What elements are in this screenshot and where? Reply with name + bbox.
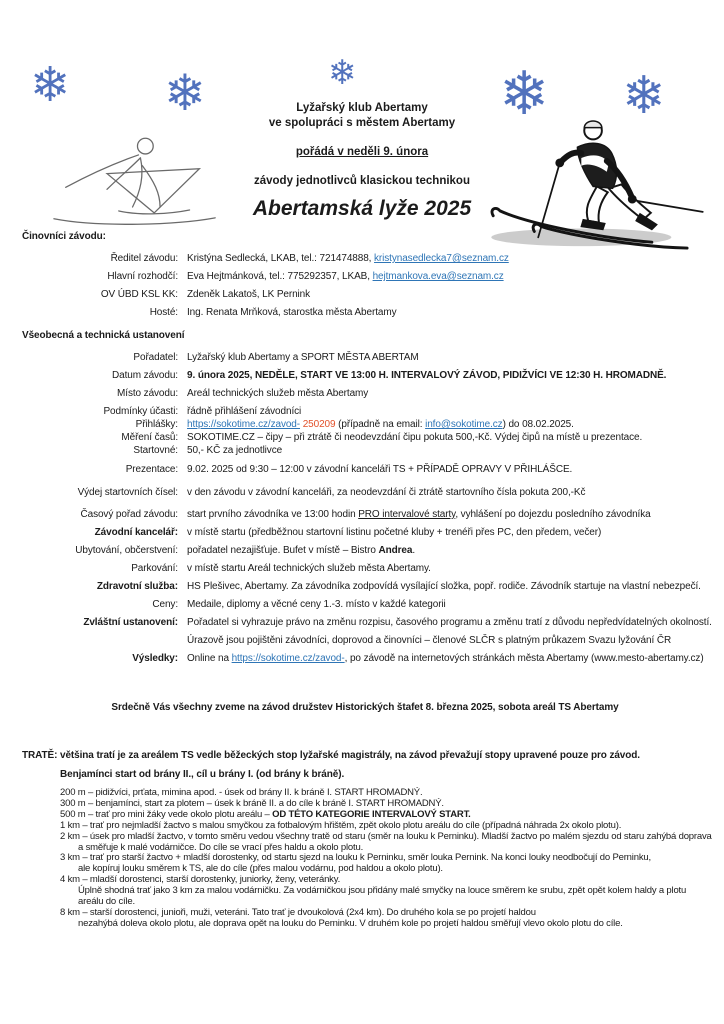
row-value xyxy=(187,419,708,430)
info-row xyxy=(22,307,708,318)
row-label: Přihlášky: xyxy=(135,419,178,430)
snowflake-icon: ❄ xyxy=(622,67,666,125)
row-value: řádně přihlášení závodníci xyxy=(187,406,302,417)
registration-url-link[interactable]: https://sokotime.cz/zavod- xyxy=(187,419,301,430)
row-value xyxy=(187,253,708,264)
info-row xyxy=(22,289,708,300)
row-label: Měření časů: xyxy=(121,432,178,443)
track-list xyxy=(22,787,712,930)
track-item-3km: 3 km – trať pro starší žactvo + mladší dorostenky, od startu sjezd na louku k Perninku, směr louka Pernink. Na konci louky neodbočují do Perninku, xyxy=(60,852,651,864)
skier-line-art-illustration xyxy=(50,122,222,236)
row-value xyxy=(187,509,708,520)
info-row xyxy=(22,599,708,610)
value-text: pořadatel nezajišťuje. Bufet v místě – Bistro xyxy=(187,545,379,556)
value-text: Eva Hejtmánková, tel.: 775292357, LKAB, xyxy=(187,271,373,282)
row-label: Startovné: xyxy=(133,445,178,456)
info-row xyxy=(22,406,708,417)
snowflake-icon: ❄ xyxy=(499,60,550,127)
track-item-4km-continued: Úplně shodná trať jako 3 km za malou vodárničku. Za vodárničkou jsou přidány malé smyčky na louce směrem ke srubu, zpět opět kolem haldy a plotu xyxy=(78,885,687,897)
event-date-line: pořádá v neděli 9. února xyxy=(295,146,429,158)
email-link[interactable]: kristynasedlecka7@seznam.cz xyxy=(374,253,509,264)
row-value: Lyžařský klub Abertamy a SPORT MĚSTA ABERTAM xyxy=(187,352,419,363)
row-value xyxy=(187,271,708,282)
info-row xyxy=(22,445,708,456)
row-value: v místě startu (předběžnou startovní listinu početné kluby + trenéři přes PC, den předem, večer) xyxy=(187,527,602,538)
club-name: Lyžařský klub Abertamy xyxy=(296,102,428,114)
row-value xyxy=(187,545,708,556)
row-value: Úrazově jsou pojištěni závodníci, doprovod a činovníci – členové SLČR s platným průkazem Svazu lyžování ČR xyxy=(187,635,672,646)
row-value: SOKOTIME.CZ – čipy – při ztrátě či neodevzdání čipu pokuta 500,-Kč. Výdej čipů na místě u prezentace. xyxy=(187,432,643,443)
track-item-2km: 2 km – úsek pro mladší žactvo, v tomto směru vedou všechny tratě od staru (směr na louku k Perninku). Mladší žactvo po malém sjezdu od staru zahýbá doprava xyxy=(60,830,712,842)
track-item-3km-continued: ale kopíruj louku směrem k TS, ale do cíle (přes malou vodárnu, pod haldou a okolo plotu). xyxy=(78,863,443,875)
value-text: (případně na email: xyxy=(335,419,426,430)
snowflake-icon: ❄ xyxy=(30,59,71,112)
row-label: Zvláštní ustanovení: xyxy=(83,617,178,628)
info-row xyxy=(22,563,708,574)
info-row xyxy=(22,352,708,363)
row-label: Ceny: xyxy=(152,599,178,610)
row-label: Parkování: xyxy=(131,563,178,574)
row-value: v místě startu Areál technických služeb města Abertamy. xyxy=(187,563,431,574)
interval-start-highlight: OD TÉTO KATEGORIE INTERVALOVÝ START. xyxy=(272,808,471,820)
track-item-2km-continued: a směřuje k malé vodárničce. Do cíle se vrací přes haldu a okolo plotu. xyxy=(78,841,364,853)
value-text: Kristýna Sedlecká, LKAB, tel.: 721474888, xyxy=(187,253,375,264)
row-label: Závodní kancelář: xyxy=(94,527,178,538)
email-link[interactable]: hejtmankova.eva@seznam.cz xyxy=(372,271,504,282)
info-row xyxy=(22,271,708,282)
info-row xyxy=(22,581,708,592)
track-item-4km: 4 km – mladší dorostenci, starší dorostenky, juniorky, ženy, veteránky. xyxy=(60,874,341,886)
results-url-link[interactable]: https://sokotime.cz/zavod- xyxy=(231,653,345,664)
interval-start-note: PRO intervalové starty xyxy=(358,509,456,520)
info-row xyxy=(22,432,708,443)
row-value: Pořadatel si vyhrazuje právo na změnu rozpisu, časového programu a změnu tratí z důvodu nepředvídatelných okolností. xyxy=(187,617,712,628)
track-text: 500 m – trať pro mini žáky vede okolo plotu areálu – xyxy=(60,808,273,820)
general-provisions-section xyxy=(22,330,712,664)
track-item-1km: 1 km – trať pro nejmladší žactvo s malou smyčkou za fotbalovým hřištěm, zpět okolo plotu areálu do cíle (případná náhrada 2x okolo plotu). xyxy=(60,819,622,831)
officials-section xyxy=(22,231,708,318)
value-text: ) do 08.02.2025. xyxy=(502,419,574,430)
email-link[interactable]: info@sokotime.cz xyxy=(425,419,503,430)
track-item-8km: 8 km – starší dorostenci, junioři, muži, veteráni. Tato trať je dvoukolová (2x4 km). Do druhého kola se po projetí haldou xyxy=(60,906,536,918)
info-row xyxy=(22,509,708,520)
tracks-intro: TRATĚ: většina tratí je za areálem TS vedle běžeckých stop lyžařské magistrály, na závod převažují stopy upravené pouze pro závod. xyxy=(22,750,640,761)
tracks-section xyxy=(22,750,712,930)
row-label: Datum závodu: xyxy=(112,370,178,381)
row-label: Výdej startovních čísel: xyxy=(77,487,178,498)
info-row xyxy=(22,545,708,556)
row-label xyxy=(22,635,178,646)
row-value: Areál technických služeb města Abertamy xyxy=(187,388,369,399)
row-label: Výsledky: xyxy=(132,653,178,664)
general-heading: Všeobecná a technická ustanovení xyxy=(22,330,185,341)
row-label: Časový pořad závodu: xyxy=(80,509,178,520)
row-value: 9.02. 2025 od 9:30 – 12:00 v závodní kanceláři TS + PŘÍPADĚ OPRAVY V PŘIHLÁŠCE. xyxy=(187,464,573,475)
row-label: OV ÚBD KSL KK: xyxy=(100,289,178,300)
row-value: HS Plešivec, Abertamy. Za závodníka zodpovídá vysílající složka, popř. rodiče. Závodník startuje na vlastní nebezpečí. xyxy=(187,581,701,592)
value-text: . xyxy=(412,545,416,556)
relay-race-invitation: Srdečně Vás všechny zveme na závod družstev Historických štafet 8. března 2025, sobota areál TS Abertamy xyxy=(111,702,619,713)
row-value: v den závodu v závodní kanceláři, za neodevzdání či ztrátě startovního čísla pokuta 200,-Kč xyxy=(187,487,586,498)
track-item-4km-continued: areálu do cíle. xyxy=(78,896,135,908)
row-label: Místo závodu: xyxy=(117,388,178,399)
event-type-line: závody jednotlivců klasickou technikou xyxy=(253,175,470,187)
info-row xyxy=(22,653,708,664)
row-value: Zdeněk Lakatoš, LK Pernink xyxy=(187,289,311,300)
info-row xyxy=(22,635,708,646)
benjaminci-note: Benjamínci start od brány II., cíl u brány I. (od brány k bráně). xyxy=(60,769,345,780)
page-title: Abertamská lyže 2025 xyxy=(252,197,472,220)
info-row xyxy=(22,617,712,628)
bistro-name: Andrea xyxy=(378,545,413,556)
row-value: 9. února 2025, NEDĚLE, START VE 13:00 H. INTERVALOVÝ ZÁVOD, PIDIŽVÍCI VE 12:30 H. HROMADNĚ. xyxy=(187,370,667,381)
row-value: Ing. Renata Mrňková, starostka města Abertamy xyxy=(187,307,397,318)
info-row xyxy=(22,487,708,498)
row-label: Ubytování, občerstvení: xyxy=(75,545,178,556)
officials-heading: Činovníci závodu: xyxy=(22,231,106,242)
row-label: Ředitel závodu: xyxy=(110,253,178,264)
row-label: Prezentace: xyxy=(125,464,178,475)
race-code: 250209 xyxy=(300,419,336,430)
track-item-8km-continued: nezahýbá doleva okolo plotu, ale doprava opět na louku do Perninku. V druhém kole po projetí haldou směřují vlevo okolo plotu do cíle. xyxy=(78,917,623,929)
info-row xyxy=(22,388,708,399)
row-value: Medaile, diplomy a věcné ceny 1.-3. místo v každé kategorii xyxy=(187,599,446,610)
row-value xyxy=(187,653,708,664)
value-text: , vyhlášení po dojezdu posledního závodníka xyxy=(455,509,651,520)
row-label: Podmínky účasti: xyxy=(103,406,178,417)
row-label: Zdravotní služba: xyxy=(96,581,178,592)
track-item-200m: 200 m – pidižvíci, prťata, mimina apod. - úsek od brány II. k bráně I. START HROMADNÝ. xyxy=(60,787,423,798)
value-text: , po závodě na internetových stránkách města Abertamy (www.mesto-abertamy.cz) xyxy=(344,653,704,664)
info-row xyxy=(22,419,708,430)
value-text: Online na xyxy=(187,653,232,664)
row-value: 50,- KČ za jednotlivce xyxy=(187,445,283,456)
value-text: start prvního závodníka ve 13:00 hodin xyxy=(187,509,359,520)
snowflake-icon: ❄ xyxy=(164,65,206,121)
info-row xyxy=(22,253,708,264)
info-row xyxy=(22,527,708,538)
cooperation-line: ve spolupráci s městem Abertamy xyxy=(268,117,456,129)
row-label: Hlavní rozhodčí: xyxy=(107,271,178,282)
row-label: Hosté: xyxy=(149,307,178,318)
track-item-300m: 300 m – benjamínci, start za plotem – úsek k bráně II. a do cíle k bráně I. START HROMADNÝ. xyxy=(60,797,444,809)
info-row xyxy=(22,370,708,381)
row-label: Pořadatel: xyxy=(133,352,178,363)
info-row xyxy=(22,464,708,475)
snowflake-icon: ❄ xyxy=(328,54,357,92)
